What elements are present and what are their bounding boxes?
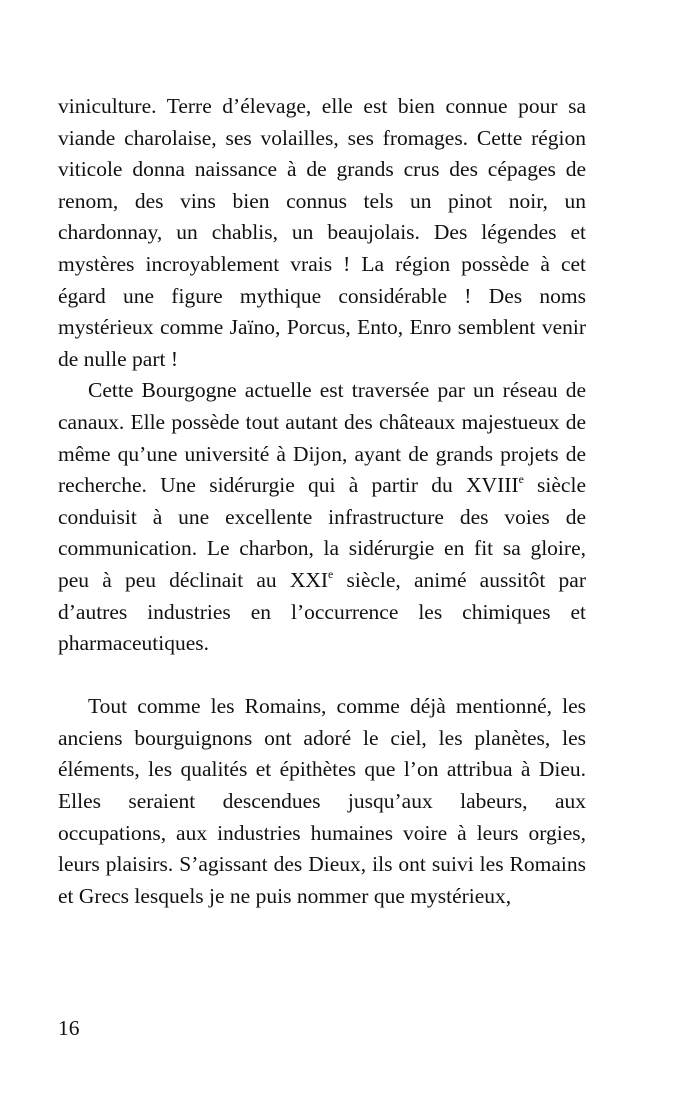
paragraph-2-part-2: siècle conduisit à une excellente infrastructure des voies de communication. Le charbon, la sidérurgie en fit sa gloire, peu à peu déclinait au XXI	[58, 473, 586, 592]
paragraph-3: Tout comme les Romains, comme déjà mentionné, les anciens bourguignons ont adoré le ciel, les planètes, les éléments, les qualités et épithètes que l’on attribua à Dieu. Elles seraient descendues jusqu’aux labeurs, aux occupations, aux industries humaines voire à leurs orgies, leurs plaisirs. S’agissant des Dieux, ils ont suivi les Romains et Grecs lesquels je ne puis nommer que mystérieux,	[58, 694, 586, 908]
century-superscript-2: e	[328, 567, 334, 582]
paragraph-spacer	[58, 660, 586, 692]
page-number: 16	[58, 1016, 80, 1040]
paragraph-1: viniculture. Terre d’élevage, elle est bien connue pour sa viande charolaise, ses volailles, ses fromages. Cette région viticole donna naissance à de grands crus des cépages de renom, des vins bien connus tels un pinot noir, un chardonnay, un chablis, un beaujolais. Des légendes et mystères incroyablement vrais ! La région possède à cet égard une figure mythique considérable ! Des noms mystérieux comme Jaïno, Porcus, Ento, Enro semblent venir de nulle part !	[58, 94, 586, 371]
paragraph-2-part-3: siècle, animé aussitôt par d’autres industries en l’occurrence les chimiques et pharmaceutiques.	[58, 567, 587, 656]
page-body	[58, 91, 586, 912]
century-superscript-1: e	[518, 472, 524, 487]
paragraph-2-part-1: Cette Bourgogne actuelle est traversée par un réseau de canaux. Elle possède tout autant des châteaux majestueux de même qu’une université à Dijon, ayant de grands projets de recherche. Une sidérurgie qui à partir du XVIII	[58, 378, 586, 498]
paragraph-2	[58, 375, 586, 659]
